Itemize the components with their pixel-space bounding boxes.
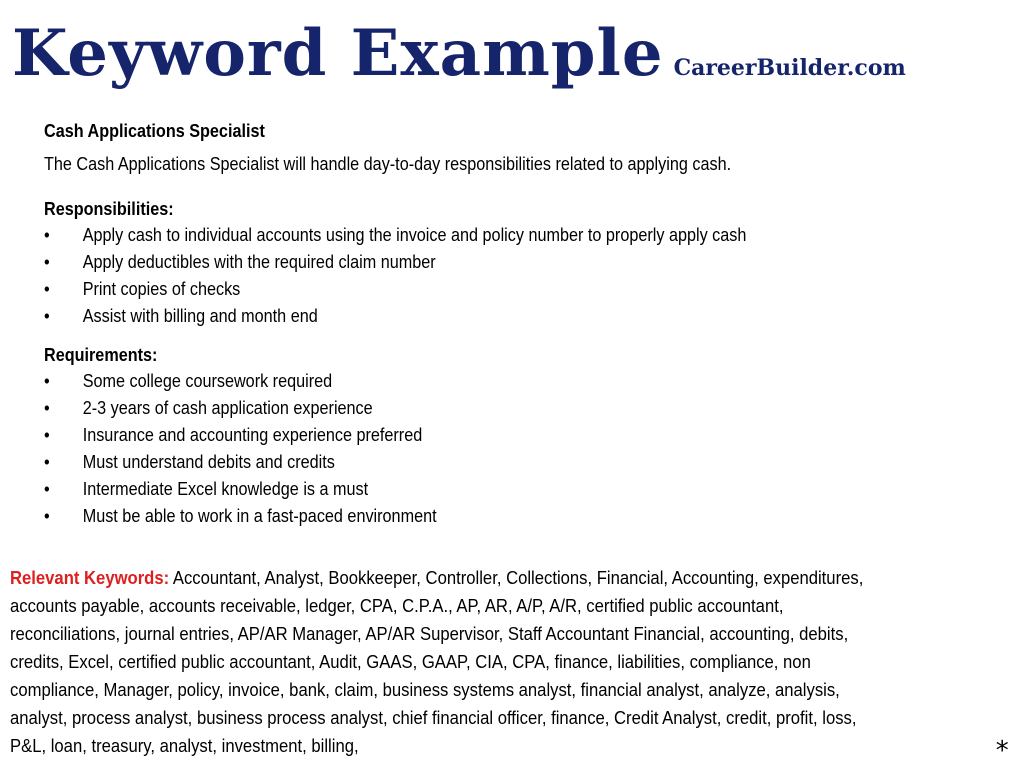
job-title: Cash Applications Specialist	[44, 121, 265, 141]
keywords-line: Relevant Keywords: Accountant, Analyst, Bookkeeper, Controller, Collections, Financial, Accounting, expenditures,	[10, 567, 864, 588]
list-item: • Apply deductibles with the required claim number	[44, 249, 908, 276]
list-item: • Intermediate Excel knowledge is a must	[44, 476, 908, 503]
slide-subtitle: CareerBuilder.com	[673, 55, 906, 81]
requirements-list	[44, 368, 908, 530]
job-description: The Cash Applications Specialist will handle day-to-day responsibilities related to applying cash.	[44, 154, 732, 174]
responsibilities-list	[44, 222, 908, 330]
job-posting	[44, 118, 908, 530]
list-item: • Insurance and accounting experience preferred	[44, 422, 908, 449]
list-item: • Print copies of checks	[44, 276, 908, 303]
list-item: • Assist with billing and month end	[44, 303, 908, 330]
keywords-line: P&L, loan, treasury, analyst, investment, billing,	[10, 735, 359, 756]
keywords-line: analyst, process analyst, business process analyst, chief financial officer, finance, Credit Analyst, credit, profit, loss,	[10, 707, 857, 728]
bullet-icon: •	[44, 452, 50, 472]
slide-title: Keyword Example	[12, 16, 664, 91]
list-item: • Must understand debits and credits	[44, 449, 908, 476]
bullet-icon: •	[44, 371, 50, 391]
requirements-heading: Requirements:	[44, 345, 158, 365]
bullet-icon: •	[44, 279, 50, 299]
bullet-icon: •	[44, 306, 50, 326]
list-item: • Must be able to work in a fast-paced environment	[44, 503, 908, 530]
bullet-icon: •	[44, 479, 50, 499]
bullet-icon: •	[44, 506, 50, 526]
relevant-keywords	[10, 564, 1000, 760]
list-item: • Apply cash to individual accounts using the invoice and policy number to properly apply cash	[44, 222, 908, 249]
keywords-line: accounts payable, accounts receivable, ledger, CPA, C.P.A., AP, AR, A/P, A/R, certified public accountant,	[10, 595, 784, 616]
keywords-line: reconciliations, journal entries, AP/AR Manager, AP/AR Supervisor, Staff Accountant Financial, accounting, debits,	[10, 623, 849, 644]
list-item: • Some college coursework required	[44, 368, 908, 395]
bullet-icon: •	[44, 225, 50, 245]
asterisk-icon: *	[994, 736, 1010, 766]
bullet-icon: •	[44, 398, 50, 418]
bullet-icon: •	[44, 425, 50, 445]
list-item: • 2-3 years of cash application experience	[44, 395, 908, 422]
responsibilities-heading: Responsibilities:	[44, 199, 174, 219]
slide-header	[12, 14, 906, 94]
keywords-line: credits, Excel, certified public accountant, Audit, GAAS, GAAP, CIA, CPA, finance, liabilities, compliance, non	[10, 651, 811, 672]
keywords-line: compliance, Manager, policy, invoice, bank, claim, business systems analyst, financial analyst, analyze, analysis,	[10, 679, 840, 700]
keywords-label: Relevant Keywords:	[10, 567, 170, 588]
bullet-icon: •	[44, 252, 50, 272]
